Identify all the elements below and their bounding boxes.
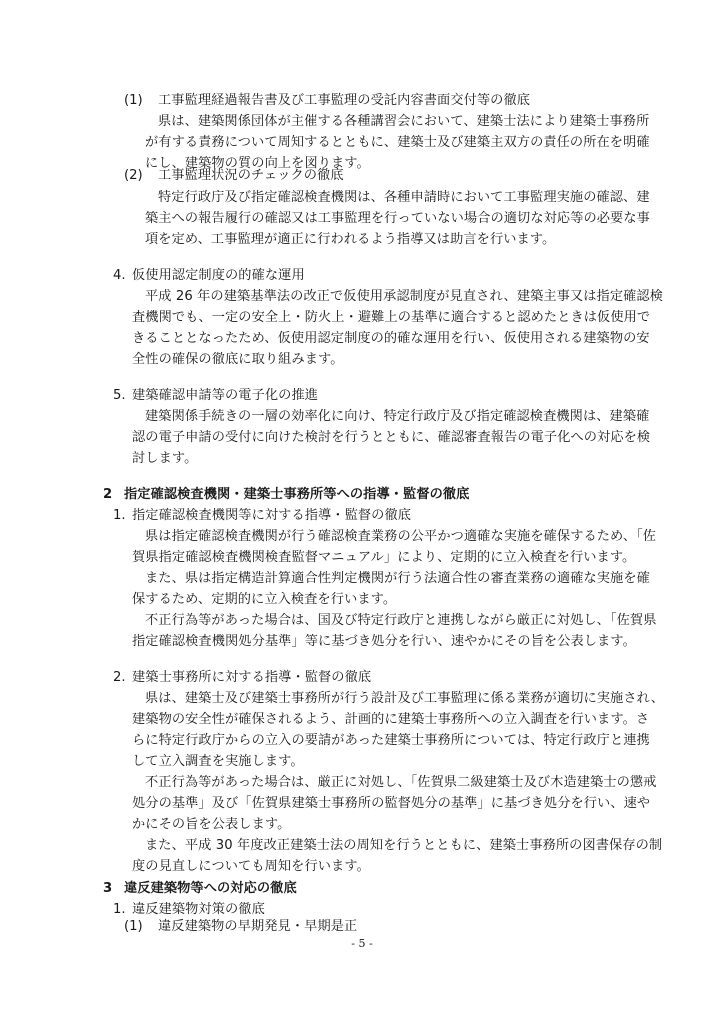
paragraph-line: 特定行政庁及び指定確認検査機関は、各種申請時において工事監理実施の確認、建 xyxy=(158,190,650,205)
paragraph-line: して立入調査を実施します。 xyxy=(132,754,304,769)
paragraph-line: 度の見直しについても周知を行います。 xyxy=(132,859,370,874)
paragraph-line: 認の電子申請の受付に向けた検討を行うとともに、確認審査報告の電子化への対応を検 xyxy=(132,430,651,445)
page-number: - 5 - xyxy=(351,937,373,950)
paragraph-line: また、県は指定構造計算適合性判定機関が行う法適合性の審査業務の適確な実施を確 xyxy=(145,571,650,586)
paragraph-line: 賀県指定確認検査機関検査監督マニュアル」により、定期的に立入検査を行います。 xyxy=(132,550,636,565)
paragraph-line: 県は、建築関係団体が主催する各種講習会において、建築士法により建築士事務所 xyxy=(158,114,650,129)
paragraph-line: 保するため、定期的に立入検査を行います。 xyxy=(132,592,397,607)
paragraph-line: 築主への報告履行の確認又は工事監理を行っていない場合の適切な対応等の必要な事 xyxy=(145,211,650,226)
paragraph-line: 全性の確保の徹底に取り組みます。 xyxy=(132,352,344,367)
item-heading: 仮使用認定制度の的確な運用 xyxy=(132,268,305,283)
item-heading: 違反建築物対策の徹底 xyxy=(132,902,265,917)
item-heading: 建築士事務所に対する指導・監督の徹底 xyxy=(132,670,372,685)
item-number: (1) xyxy=(124,919,143,934)
item-number: (2) xyxy=(124,168,143,183)
paragraph-line: 建築物の安全性が確保されるよう、計画的に建築士事務所への立入調査を行います。さ xyxy=(132,712,650,727)
item-heading: 建築確認申請等の電子化の推進 xyxy=(132,388,319,403)
item-number: 5. xyxy=(113,388,126,403)
item-number: 2. xyxy=(113,670,126,685)
item-heading: 工事監理状況のチェックの徹底 xyxy=(158,168,344,183)
paragraph-line: 県は指定確認検査機関が行う確認検査業務の公平かつ適確な実施を確保するため、「佐 xyxy=(145,529,657,544)
paragraph-line: 建築関係手続きの一層の効率化に向け、特定行政庁及び指定確認検査機関は、建築確 xyxy=(145,409,650,424)
paragraph-line: 不正行為等があった場合は、厳正に対処し、「佐賀県二級建築士及び木造建築士の懲戒 xyxy=(145,775,657,790)
paragraph-line: また、平成 30 年度改正建築士法の周知を行うとともに、建築士事務所の図書保存の制 xyxy=(145,838,663,853)
item-heading: 指定確認検査機関等に対する指導・監督の徹底 xyxy=(132,508,412,523)
paragraph-line: 処分の基準」及び「佐賀県建築士事務所の監督処分の基準」に基づき処分を行い、速や xyxy=(132,796,651,811)
paragraph-line: 指定確認検査機関処分基準」等に基づき処分を行い、速やかにその旨を公表します。 xyxy=(132,634,636,649)
item-number: 1. xyxy=(113,508,126,523)
paragraph-line: 項を定め、工事監理が適正に行われるよう指導又は助言を行います。 xyxy=(145,232,556,247)
paragraph-line: 討します。 xyxy=(132,451,198,466)
paragraph-line: が有する責務について周知するとともに、建築士及び建築主双方の責任の所在を明確 xyxy=(145,135,650,150)
paragraph-line: 平成 26 年の建築基準法の改正で仮使用承認制度が見直され、建築主事又は指定確認検 xyxy=(145,289,663,304)
item-number: (1) xyxy=(124,93,143,108)
section-number: 2 xyxy=(103,487,113,502)
paragraph-line: らに特定行政庁からの立入の要請があった建築士事務所については、特定行政庁と連携 xyxy=(132,733,650,748)
paragraph-line: 査機関でも、一定の安全上・防火上・避難上の基準に適合すると認めたときは仮使用で xyxy=(132,310,651,325)
item-heading: 違反建築物の早期発見・早期是正 xyxy=(158,919,358,934)
paragraph-line: かにその旨を公表します。 xyxy=(132,817,291,832)
item-number: 1. xyxy=(113,902,126,917)
paragraph-line: 不正行為等があった場合は、国及び特定行政庁と連携しながら厳正に対処し、「佐賀県 xyxy=(145,613,657,628)
paragraph-line: きることとなったため、仮使用認定制度の的確な運用を行い、仮使用される建築物の安 xyxy=(132,331,650,346)
item-number: 4. xyxy=(113,268,126,283)
paragraph-line: 県は、建築士及び建築士事務所が行う設計及び工事監理に係る業務が適切に実施され、 xyxy=(145,691,665,706)
item-heading: 工事監理経過報告書及び工事監理の受託内容書面交付等の徹底 xyxy=(158,93,531,108)
section-heading: 違反建築物等への対応の徹底 xyxy=(124,881,297,896)
paragraph-line: にし、建築物の質の向上を図ります。 xyxy=(145,156,370,171)
section-number: 3 xyxy=(103,881,113,896)
section-heading: 指定確認検査機関・建築士事務所等への指導・監督の徹底 xyxy=(124,487,470,502)
